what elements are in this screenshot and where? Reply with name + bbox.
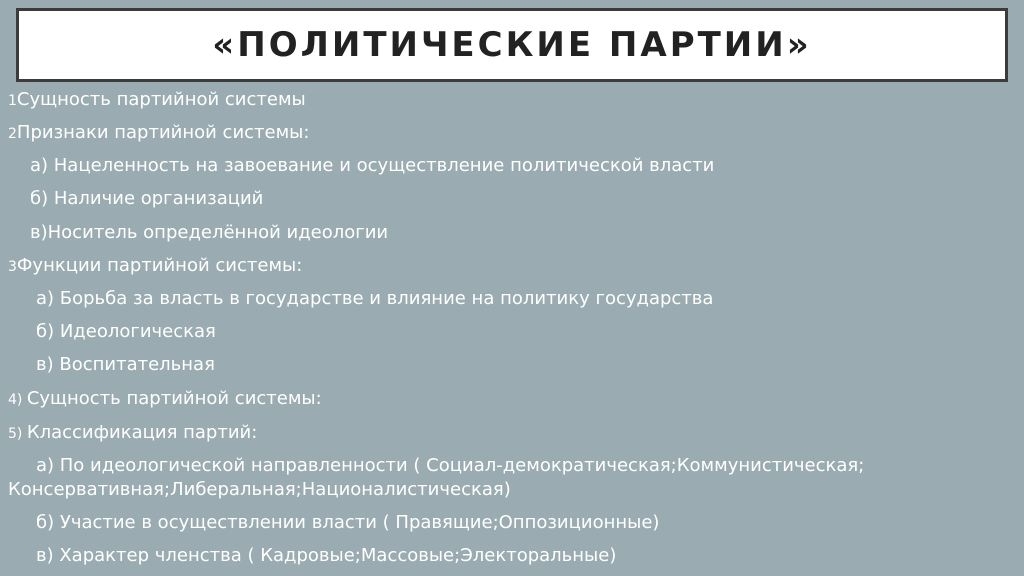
list-item [36, 287, 713, 311]
item-number: 2 [8, 126, 17, 142]
list-item [36, 320, 216, 344]
list-item [30, 221, 388, 245]
list-item [36, 511, 659, 535]
item-text: в) Воспитательная [36, 354, 215, 375]
item-text: а) Нацеленность на завоевание и осуществление политической власти [30, 155, 715, 176]
list-item [8, 88, 306, 113]
list-item [30, 187, 263, 211]
item-text: а) По идеологической направленности ( Социал-демократическая;Коммунистическая; Консервативная;Либеральная;Националистическая) [8, 455, 865, 500]
item-text: Сущность партийной системы: [26, 388, 322, 409]
list-item [36, 544, 616, 568]
item-number: 1 [8, 93, 17, 109]
list-item [8, 254, 302, 279]
page-title: «ПОЛИТИЧЕСКИЕ ПАРТИИ» [212, 25, 812, 65]
item-text: б) Идеологическая [36, 321, 216, 342]
list-item [8, 387, 322, 412]
item-text: в) Характер членства ( Кадровые;Массовые;Электоральные) [36, 545, 617, 566]
item-text: б) Наличие организаций [30, 188, 264, 209]
list-item [8, 121, 309, 146]
item-number: 4) [8, 392, 27, 408]
item-text: Сущность партийной системы [16, 89, 306, 110]
item-text: б) Участие в осуществлении власти ( Правящие;Оппозиционные) [36, 512, 660, 533]
item-text: Классификация партий: [26, 422, 258, 443]
list-item [8, 454, 1008, 502]
list-item [8, 421, 257, 446]
item-text: в)Носитель определённой идеологии [30, 222, 389, 243]
item-number: 3 [8, 259, 17, 275]
list-item [30, 154, 714, 178]
item-text: а) Борьба за власть в государстве и влияние на политику государства [36, 288, 714, 309]
item-text: Функции партийной системы: [16, 255, 303, 276]
item-text: Признаки партийной системы: [16, 122, 310, 143]
item-number: 5) [8, 426, 27, 442]
title-box [16, 8, 1008, 82]
list-item [36, 353, 215, 377]
